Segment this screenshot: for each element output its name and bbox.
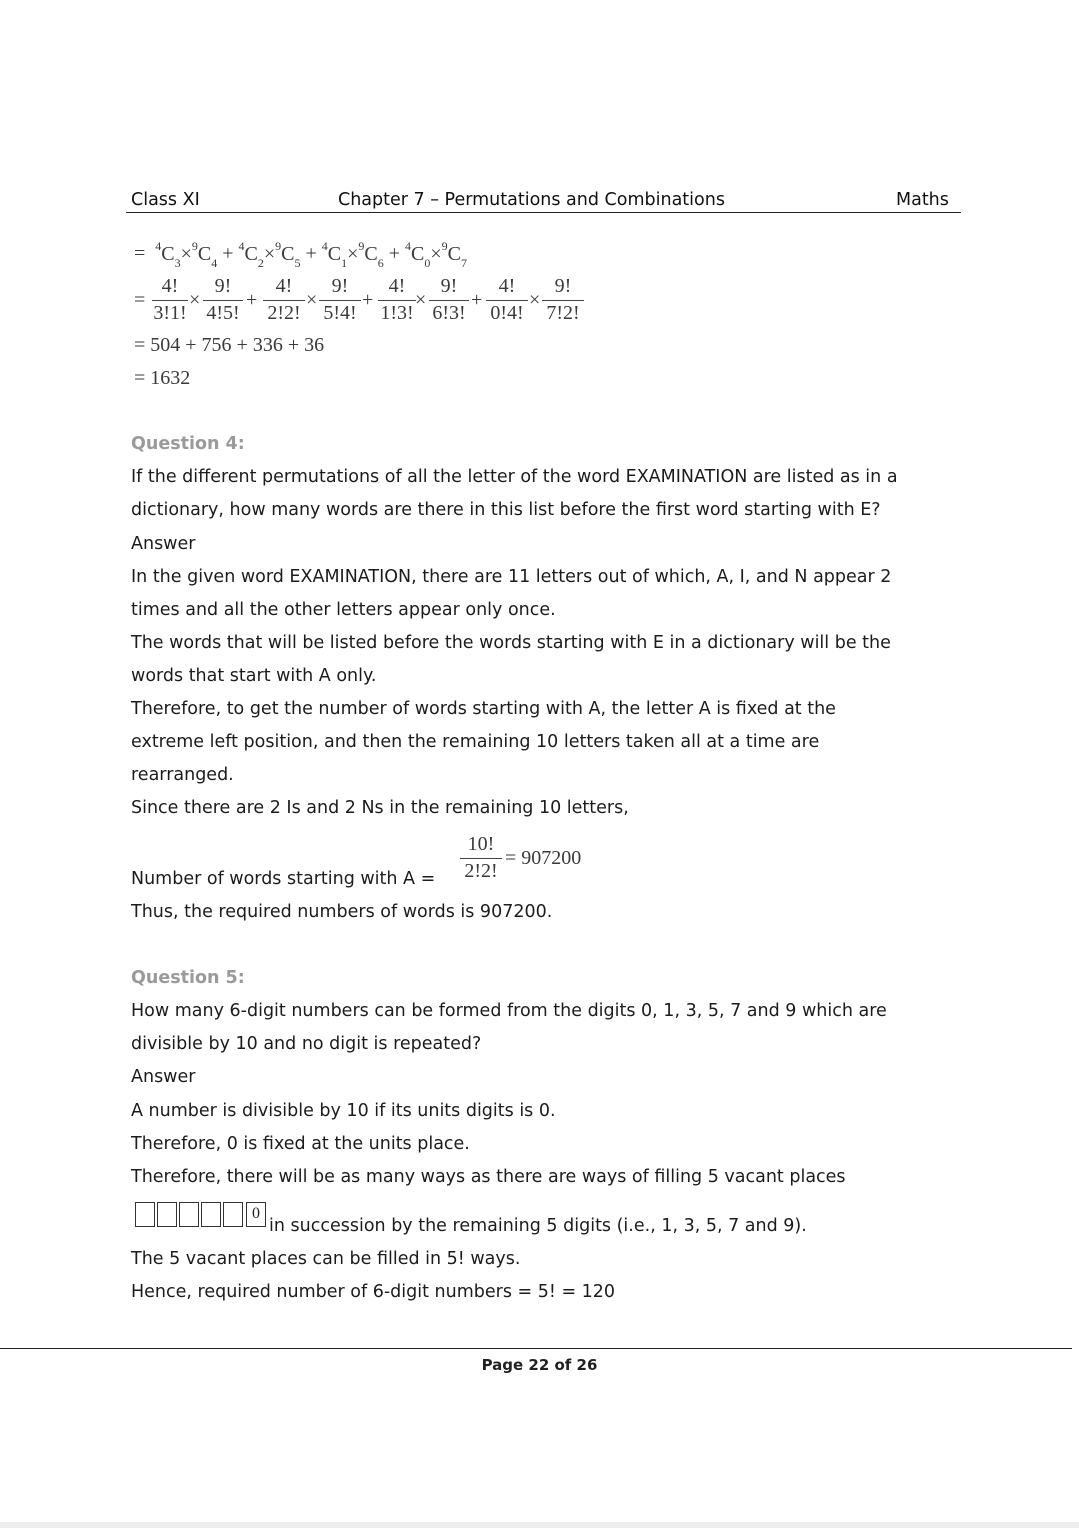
question-5-line: Therefore, there will be as many ways as there are ways of filling 5 vacant places (131, 1167, 846, 1187)
question-4-line: If the different permutations of all the letter of the word EXAMINATION are listed as in a (131, 467, 898, 487)
fraction: 4! 3!1! (153, 275, 187, 324)
question-4-line: Since there are 2 Is and 2 Ns in the remaining 10 letters, (131, 798, 629, 818)
question-4-line: times and all the other letters appear only once. (131, 600, 556, 620)
plus-sign: + (388, 242, 401, 265)
question-4-line: rearranged. (131, 765, 234, 785)
times-sign: × (306, 289, 318, 311)
subject-label: Maths (896, 190, 949, 210)
count-result: = 907200 (505, 847, 582, 869)
math-line-combinations (134, 241, 467, 269)
header-divider (126, 212, 961, 213)
count-label: Number of words starting with A = (131, 869, 436, 889)
fraction: 4! 1!3! (378, 275, 416, 325)
plus-sign: + (362, 289, 374, 311)
question-4-line: Therefore, to get the number of words starting with A, the letter A is fixed at the (131, 699, 836, 719)
answer-label: Answer (131, 534, 196, 554)
vacant-box (135, 1202, 155, 1227)
vacant-box (201, 1202, 221, 1227)
plus-sign: + (222, 242, 234, 265)
combination-term-2: $^4C_2\times^9C_5$ (238, 239, 301, 270)
fraction: 9! 6!3! (429, 275, 469, 325)
vacant-box (157, 1202, 177, 1227)
box-caption: in succession by the remaining 5 digits (i.e., 1, 3, 5, 7 and 9). (269, 1216, 807, 1236)
combination-term-3: $^4C_1\times^9C_6$ (321, 239, 384, 270)
question-4-conclusion: Thus, the required numbers of words is 907200. (131, 902, 553, 922)
combination-term-4: $^4C_0\times^9C_7$ (405, 239, 467, 270)
count-expression (460, 833, 600, 887)
question-5-line: divisible by 10 and no digit is repeated? (131, 1034, 482, 1054)
plus-sign: + (471, 289, 483, 311)
question-4-line: The words that will be listed before the words starting with E in a dictionary will be the (131, 633, 891, 653)
question-5-line: Therefore, 0 is fixed at the units place. (131, 1134, 470, 1154)
class-label: Class XI (131, 190, 200, 210)
fraction: 9! 7!2! (542, 275, 584, 325)
answer-label: Answer (131, 1067, 196, 1087)
page-number: Page 22 of 26 (481, 1356, 598, 1374)
math-line-sum: = 504 + 756 + 336 + 36 (134, 334, 325, 356)
question-4-line: words that start with A only. (131, 666, 377, 686)
times-sign: × (189, 289, 201, 311)
math-line-fractions (134, 275, 594, 329)
vacant-box (223, 1202, 243, 1227)
times-sign: × (415, 289, 427, 311)
vacant-box (179, 1202, 199, 1227)
fraction: 4! 2!2! (263, 275, 305, 325)
question-4-line: extreme left position, and then the remaining 10 letters taken all at a time are (131, 732, 820, 752)
math-line-result: = 1632 (134, 367, 191, 389)
fraction: 4! 0!4! (486, 275, 528, 325)
question-4-line: In the given word EXAMINATION, there are 11 letters out of which, A, I, and N appear 2 (131, 567, 892, 587)
fraction: 9! 4!5! (203, 275, 243, 325)
units-place-box: 0 (246, 1202, 266, 1227)
fraction: 9! 5!4! (319, 275, 361, 325)
equals-sign: = (134, 242, 146, 265)
chapter-title: Chapter 7 – Permutations and Combinations (338, 190, 725, 210)
equals-sign: = (134, 289, 146, 311)
question-5-line: How many 6-digit numbers can be formed from the digits 0, 1, 3, 5, 7 and 9 which are (131, 1001, 887, 1021)
question-4-heading: Question 4: (131, 434, 245, 454)
question-5-heading: Question 5: (131, 968, 245, 988)
fraction: 10! 2!2! (460, 833, 502, 883)
question-5-line: The 5 vacant places can be filled in 5! ways. (131, 1249, 521, 1269)
question-5-line: A number is divisible by 10 if its units digits is 0. (131, 1101, 556, 1121)
question-5-line: Hence, required number of 6-digit numbers = 5! = 120 (131, 1282, 616, 1302)
plus-sign: + (246, 289, 258, 311)
footer-divider (0, 1348, 1072, 1349)
plus-sign: + (305, 242, 317, 265)
times-sign: × (529, 289, 541, 311)
question-4-line: dictionary, how many words are there in this list before the first word starting with E? (131, 500, 881, 520)
combination-term-1: $^4C_3\times^9C_4$ (155, 239, 218, 270)
page-bottom-edge (0, 1522, 1079, 1528)
